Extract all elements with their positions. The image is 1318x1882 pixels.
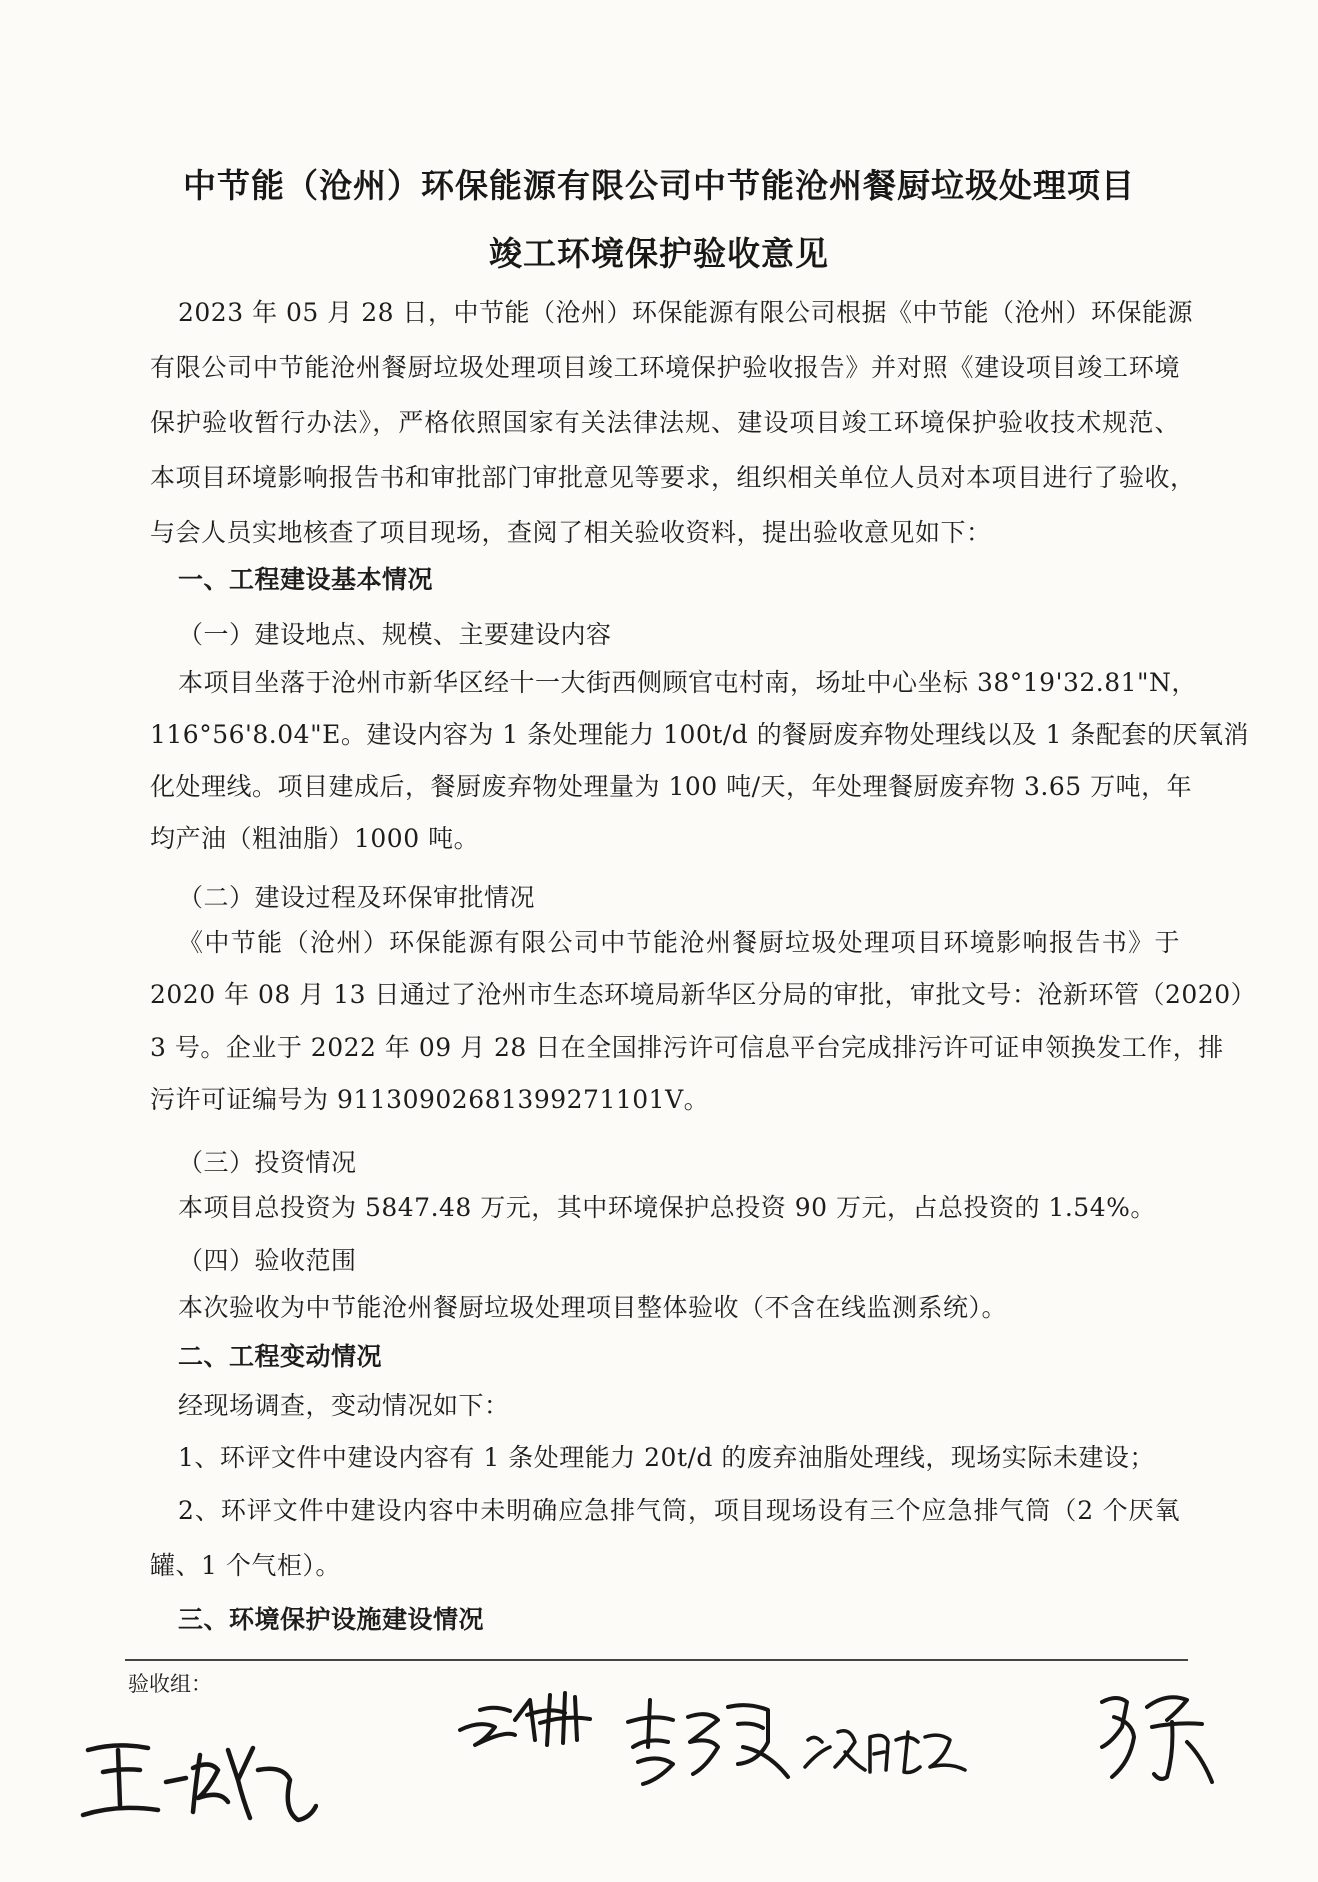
section-heading: 一、工程建设基本情况 [178, 565, 434, 594]
intro-line: 有限公司中节能沧州餐厨垃圾处理项目竣工环境保护验收报告》并对照《建设项目竣工环境 [150, 353, 1180, 382]
subsection-heading: （二）建设过程及环保审批情况 [178, 883, 536, 912]
signature-label: 验收组： [128, 1672, 212, 1696]
intro-line: 与会人员实地核查了项目现场，查阅了相关验收资料，提出验收意见如下： [150, 518, 992, 547]
paragraph-line: 116°56'8.04"E。建设内容为 1 条处理能力 100t/d 的餐厨废弃物处理线以及 1 条配套的厌氧消 [150, 720, 1249, 749]
intro-line: 保护验收暂行办法》，严格依照国家有关法律法规、建设项目竣工环境保护验收技术规范、 [150, 408, 1180, 437]
paragraph-line: 本次验收为中节能沧州餐厨垃圾处理项目整体验收（不含在线监测系统）。 [178, 1293, 1008, 1322]
paragraph-line: 2020 年 08 月 13 日通过了沧州市生态环境局新华区分局的审批，审批文号：沧新环管（2020） [150, 980, 1257, 1009]
section-heading: 三、环境保护设施建设情况 [178, 1605, 485, 1634]
paragraph-line: 《中节能（沧州）环保能源有限公司中节能沧州餐厨垃圾处理项目环境影响报告书》于 [178, 928, 1180, 957]
subsection-heading: （四）验收范围 [178, 1246, 357, 1275]
paragraph-line: 污许可证编号为 91130902681399271101V。 [150, 1085, 710, 1114]
intro-line: 本项目环境影响报告书和审批部门审批意见等要求，组织相关单位人员对本项目进行了验收， [150, 463, 1196, 492]
paragraph-line: 3 号。企业于 2022 年 09 月 28 日在全国排污许可信息平台完成排污许可证申领换发工作，排 [150, 1033, 1224, 1062]
footer-divider [125, 1659, 1188, 1661]
change-item: 1、环评文件中建设内容有 1 条处理能力 20t/d 的废弃油脂处理线，现场实际未建设； [178, 1443, 1155, 1472]
document-title-line2: 竣工环境保护验收意见 [489, 234, 829, 273]
intro-line: 2023 年 05 月 28 日，中节能（沧州）环保能源有限公司根据《中节能（沧州）环保能源 [178, 298, 1193, 327]
paragraph-line: 本项目坐落于沧州市新华区经十一大街西侧顾官屯村南，场址中心坐标 38°19'32.81"N， [178, 668, 1197, 697]
subsection-heading: （一）建设地点、规模、主要建设内容 [178, 620, 612, 649]
change-item: 2、环评文件中建设内容中未明确应急排气筒，项目现场设有三个应急排气筒（2 个厌氧 [178, 1496, 1180, 1525]
handwritten-signature [800, 1712, 970, 1782]
paragraph-line: 均产油（粗油脂）1000 吨。 [150, 824, 480, 853]
subsection-heading: （三）投资情况 [178, 1148, 357, 1177]
handwritten-signature [78, 1720, 318, 1840]
paragraph-line: 经现场调查，变动情况如下： [178, 1391, 510, 1420]
paragraph-line: 本项目总投资为 5847.48 万元，其中环境保护总投资 90 万元，占总投资的 1.54%。 [178, 1193, 1156, 1222]
handwritten-signature [455, 1685, 595, 1755]
handwritten-signature [618, 1692, 798, 1792]
section-heading: 二、工程变动情况 [178, 1342, 383, 1371]
handwritten-signature [1092, 1682, 1222, 1792]
document-title-line1: 中节能（沧州）环保能源有限公司中节能沧州餐厨垃圾处理项目 [183, 166, 1135, 205]
change-item-continued: 罐、1 个气柜）。 [150, 1551, 341, 1580]
paragraph-line: 化处理线。项目建成后，餐厨废弃物处理量为 100 吨/天，年处理餐厨废弃物 3.65 万吨，年 [150, 772, 1193, 801]
